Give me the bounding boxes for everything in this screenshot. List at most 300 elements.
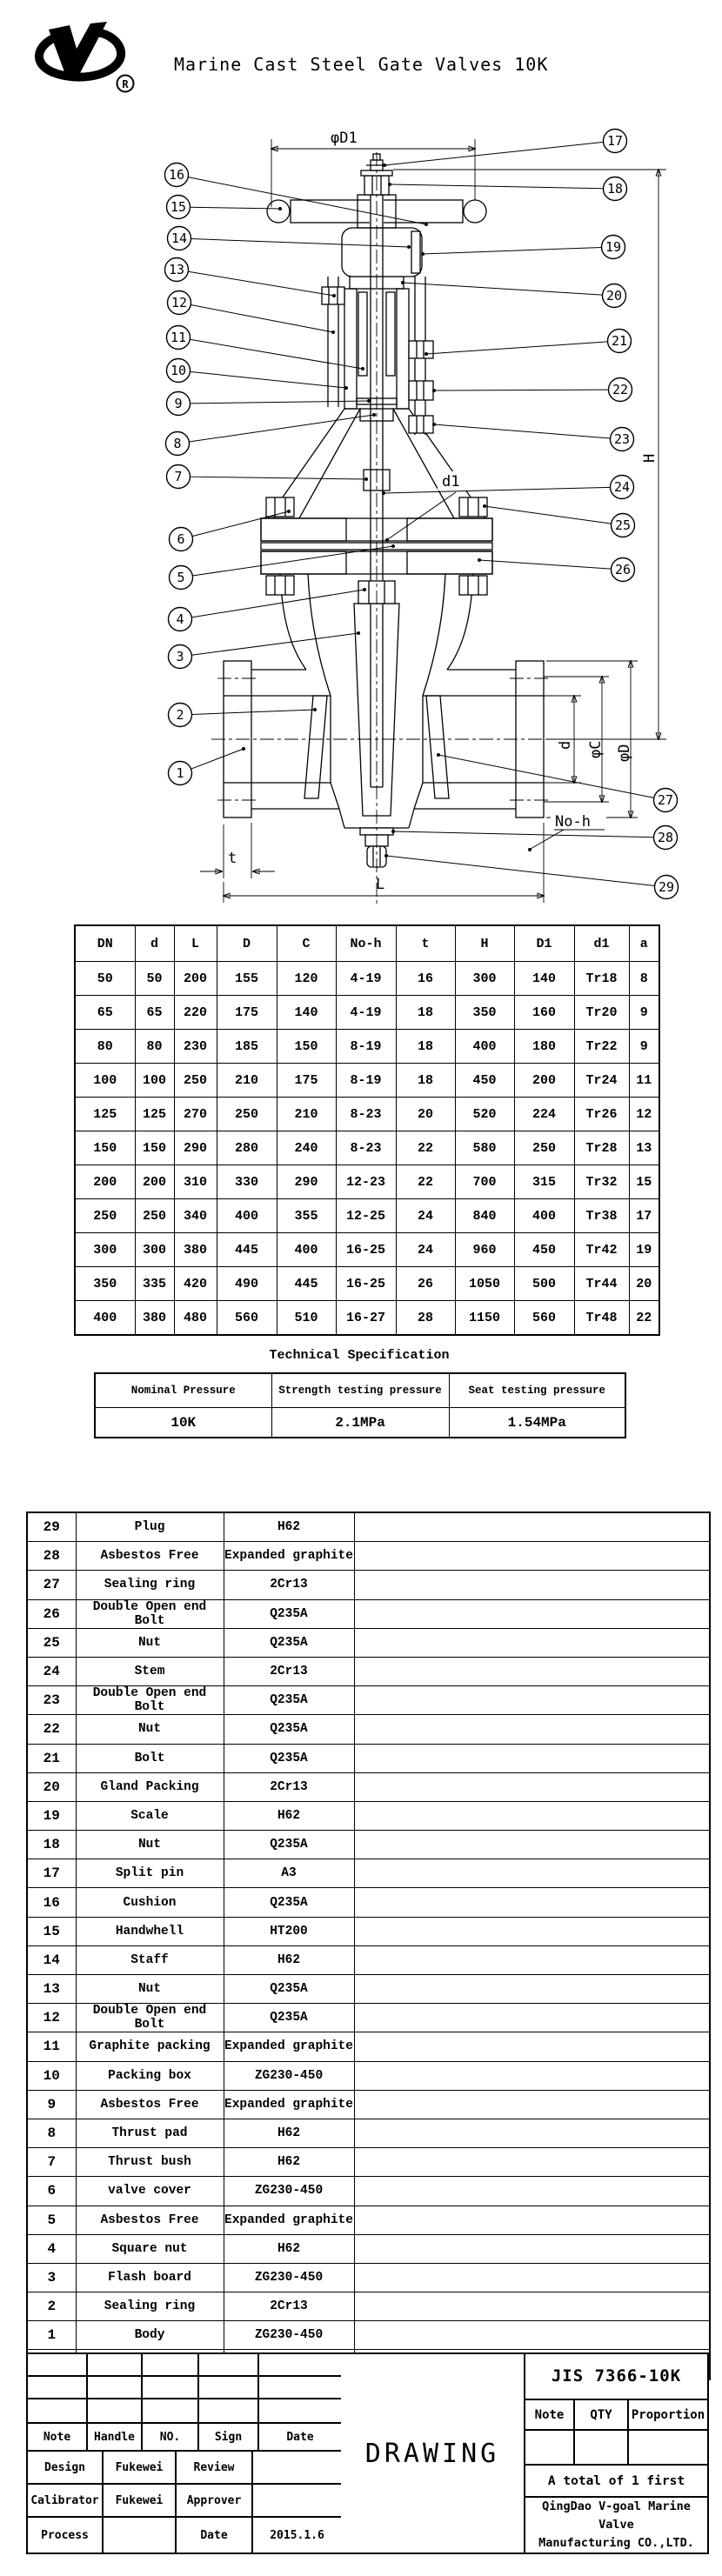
parts-list-row (27, 1801, 710, 1830)
parts-cell: HT200 (224, 1917, 354, 1945)
parts-cell (354, 1571, 710, 1599)
parts-cell (354, 2177, 710, 2206)
dim-cell: 200 (174, 962, 217, 996)
callout-leader (393, 831, 654, 838)
callout-leader (189, 415, 374, 442)
dim-cell: 16-25 (336, 1267, 396, 1301)
dim-cell: 100 (75, 1064, 135, 1098)
callout-leader (479, 560, 612, 569)
dim-cell: 12-23 (336, 1165, 396, 1199)
dim-cell: 4-19 (336, 962, 396, 996)
dim-cell: 400 (75, 1301, 135, 1336)
dim-col-header: t (396, 925, 455, 962)
dim-cell: 50 (75, 962, 135, 996)
dim-cell: 16-25 (336, 1233, 396, 1267)
parts-cell: 17 (27, 1859, 76, 1888)
parts-list-row (27, 2119, 710, 2147)
signature-empty-cell (199, 2377, 259, 2399)
signature-cell: Approver (177, 2485, 253, 2518)
dim-cell: 28 (396, 1301, 455, 1336)
signature-cell: Process (28, 2518, 104, 2553)
parts-cell: 26 (27, 1599, 76, 1628)
dim-cell: 350 (75, 1267, 135, 1301)
dim-cell: 8 (629, 962, 659, 996)
callout-endpoint-dot (407, 245, 411, 249)
parts-list-row (27, 1772, 710, 1801)
dim-cell: Tr18 (574, 962, 629, 996)
callout-endpoint-dot (421, 252, 425, 256)
parts-cell: H62 (224, 2119, 354, 2147)
callout-endpoint-dot (384, 854, 388, 858)
parts-cell: A3 (224, 1859, 354, 1888)
signature-cell (104, 2518, 177, 2553)
callout-leader (384, 487, 611, 493)
dim-cell: 420 (174, 1267, 217, 1301)
callout-number: 3 (176, 649, 184, 665)
signature-empty-cell (259, 2399, 341, 2424)
dim-cell: 65 (75, 996, 135, 1030)
dim-table-row (75, 1301, 659, 1336)
callout-leader (191, 305, 333, 332)
callout-endpoint-dot (313, 708, 317, 711)
callout-number: 15 (170, 199, 187, 216)
parts-cell: Expanded graphite (224, 2032, 354, 2061)
parts-cell: Staff (76, 1945, 224, 1974)
callout-leader (190, 339, 363, 369)
label-h: H (641, 453, 658, 463)
dim-cell: 220 (174, 996, 217, 1030)
dim-cell: 24 (396, 1199, 455, 1233)
signature-header-cell: Handle (88, 2424, 143, 2452)
parts-cell (354, 2263, 710, 2292)
parts-cell (354, 2119, 710, 2147)
parts-cell: Q235A (224, 1744, 354, 1772)
dim-cell: 120 (277, 962, 336, 996)
dim-cell: Tr32 (574, 1165, 629, 1199)
qty-empty-cell (629, 2431, 707, 2463)
parts-cell (354, 2234, 710, 2263)
parts-cell: valve cover (76, 2177, 224, 2206)
dim-table-row (75, 1064, 659, 1098)
dim-cell: 380 (135, 1301, 174, 1336)
callout-number: 27 (657, 792, 674, 809)
parts-cell: 27 (27, 1571, 76, 1599)
dim-cell: 840 (455, 1199, 514, 1233)
signature-cell: Date (177, 2518, 253, 2553)
parts-cell: Q235A (224, 1686, 354, 1715)
parts-list-row (27, 1888, 710, 1917)
parts-cell: Nut (76, 1628, 224, 1657)
callout-leader (403, 283, 603, 295)
dim-cell: 300 (455, 962, 514, 996)
tech-spec-header: Strength testing pressure (271, 1373, 449, 1408)
callout-endpoint-dot (331, 330, 335, 334)
parts-cell: Bolt (76, 1744, 224, 1772)
dim-cell: 175 (217, 996, 277, 1030)
parts-cell (354, 1542, 710, 1571)
signature-empty-cell (199, 2399, 259, 2424)
parts-list-row (27, 2177, 710, 2206)
label-d: d (557, 740, 574, 750)
signature-empty-cell (88, 2377, 143, 2399)
parts-cell: 2 (27, 2292, 76, 2321)
dim-cell: 9 (629, 996, 659, 1030)
callout-number: 2 (176, 707, 184, 724)
tech-spec-value-row (95, 1408, 625, 1438)
parts-cell: 4 (27, 2234, 76, 2263)
dim-table-row (75, 1165, 659, 1199)
dim-cell: 250 (514, 1131, 574, 1165)
parts-cell (354, 1945, 710, 1974)
callout-number: 18 (606, 181, 624, 197)
dim-cell: 210 (217, 1064, 277, 1098)
tech-spec-header-row (95, 1373, 625, 1408)
dim-cell: 50 (135, 962, 174, 996)
dim-cell: 1150 (455, 1301, 514, 1336)
registered-letter: R (122, 78, 129, 90)
parts-list-row (27, 1831, 710, 1859)
dim-cell: 20 (629, 1267, 659, 1301)
dim-cell: 140 (277, 996, 336, 1030)
parts-cell: Q235A (224, 1888, 354, 1917)
parts-list-row (27, 2206, 710, 2234)
parts-list-row (27, 2090, 710, 2119)
signature-cell: Fukewei (104, 2452, 177, 2485)
dim-cell: 200 (75, 1165, 135, 1199)
parts-cell: 2Cr13 (224, 1772, 354, 1801)
dim-col-header: C (277, 925, 336, 962)
dim-cell: 160 (514, 996, 574, 1030)
parts-cell: 15 (27, 1917, 76, 1945)
parts-list-row (27, 2263, 710, 2292)
parts-cell: ZG230-450 (224, 2263, 354, 2292)
tech-spec-header: Seat testing pressure (449, 1373, 625, 1408)
label-phi-d1: φD1 (331, 130, 358, 147)
parts-cell: 1 (27, 2321, 76, 2350)
parts-list-row (27, 1945, 710, 1974)
callout-leader (386, 856, 655, 886)
dim-col-header: d1 (574, 925, 629, 962)
label-phi-d: φD (616, 744, 633, 762)
parts-list-row (27, 1859, 710, 1888)
dim-table-row (75, 996, 659, 1030)
callout-leader (191, 749, 244, 769)
callout-number: 17 (606, 133, 624, 150)
parts-cell (354, 1831, 710, 1859)
parts-list-row (27, 1917, 710, 1945)
dim-cell: 15 (629, 1165, 659, 1199)
dim-cell: 125 (75, 1098, 135, 1131)
callout-number: 25 (614, 517, 632, 534)
signature-cell: Review (177, 2452, 253, 2485)
callout-leader (190, 371, 346, 388)
parts-cell (354, 2090, 710, 2119)
signature-empty-cell (143, 2377, 199, 2399)
parts-cell: 23 (27, 1686, 76, 1715)
callout-endpoint-dot (344, 386, 348, 390)
dim-cell: 12 (629, 1098, 659, 1131)
signature-cell: 2015.1.6 (270, 2528, 324, 2542)
callout-number: 4 (176, 611, 184, 628)
parts-cell (354, 1917, 710, 1945)
page-title: Marine Cast Steel Gate Valves 10K (174, 54, 549, 75)
dim-col-header: DN (75, 925, 135, 962)
dim-cell: 490 (217, 1267, 277, 1301)
parts-cell: Gland Packing (76, 1772, 224, 1801)
dim-cell: 560 (217, 1301, 277, 1336)
dim-cell: Tr38 (574, 1199, 629, 1233)
dim-cell: 290 (277, 1165, 336, 1199)
parts-cell: Packing box (76, 2061, 224, 2090)
dim-table-row (75, 1098, 659, 1131)
dim-table-row (75, 1233, 659, 1267)
callout-leader (384, 142, 604, 165)
signature-header-cell: NO. (143, 2424, 199, 2452)
dim-cell: 22 (396, 1165, 455, 1199)
dim-cell: 300 (135, 1233, 174, 1267)
dim-cell: 580 (455, 1131, 514, 1165)
parts-cell: Double Open end Bolt (76, 1599, 224, 1628)
dim-table-row (75, 1199, 659, 1233)
parts-cell: Sealing ring (76, 2292, 224, 2321)
parts-cell: Q235A (224, 1831, 354, 1859)
dim-cell: 13 (629, 1131, 659, 1165)
parts-cell: 16 (27, 1888, 76, 1917)
parts-cell (354, 1859, 710, 1888)
qty-header-row (525, 2400, 707, 2432)
parts-cell: Thrust bush (76, 2148, 224, 2177)
dim-cell: 200 (135, 1165, 174, 1199)
parts-cell: Q235A (224, 1628, 354, 1657)
callout-leader (426, 342, 608, 354)
parts-cell: Body (76, 2321, 224, 2350)
callout-endpoint-dot (425, 352, 428, 356)
callout-leader (191, 710, 315, 714)
packing-box-assembly (322, 277, 433, 491)
tech-spec-table (94, 1372, 626, 1438)
dim-cell: 150 (75, 1131, 135, 1165)
parts-cell (354, 1975, 710, 2004)
dim-cell: 270 (174, 1098, 217, 1131)
dim-col-header: H (455, 925, 514, 962)
callout-leader (191, 633, 358, 655)
callout-number: 23 (613, 431, 631, 448)
dim-cell: 155 (217, 962, 277, 996)
parts-cell (354, 1772, 710, 1801)
parts-cell: Q235A (224, 1975, 354, 2004)
callout-endpoint-dot (483, 504, 486, 508)
dim-cell: 445 (277, 1267, 336, 1301)
parts-list-row (27, 1975, 710, 2004)
parts-cell: Nut (76, 1715, 224, 1744)
signature-empty-cell (259, 2377, 341, 2399)
parts-cell: 25 (27, 1628, 76, 1657)
callout-number: 8 (173, 436, 182, 452)
dim-cell: 380 (174, 1233, 217, 1267)
signature-empty-cell (143, 2399, 199, 2424)
dim-cell: 22 (396, 1131, 455, 1165)
callout-endpoint-dot (383, 164, 386, 167)
parts-cell: Double Open end Bolt (76, 1686, 224, 1715)
dim-cell: 350 (455, 996, 514, 1030)
parts-cell: 22 (27, 1715, 76, 1744)
drawing-label: DRAWING (364, 2438, 500, 2469)
callout-endpoint-dot (364, 477, 368, 481)
callout-endpoint-dot (287, 510, 291, 513)
parts-cell: 14 (27, 1945, 76, 1974)
dim-col-header: D (217, 925, 277, 962)
parts-cell (354, 2321, 710, 2350)
callout-number: 26 (614, 562, 632, 578)
callout-endpoint-dot (391, 830, 395, 833)
label-t: t (228, 850, 237, 867)
dim-cell: 185 (217, 1030, 277, 1064)
dim-cell: 400 (217, 1199, 277, 1233)
dim-cell: 400 (277, 1233, 336, 1267)
callout-number: 5 (177, 570, 185, 586)
parts-cell: 2Cr13 (224, 1571, 354, 1599)
title-block-signatures (28, 2354, 341, 2553)
callout-endpoint-dot (437, 753, 440, 757)
parts-cell: Expanded graphite (224, 2090, 354, 2119)
dim-cell: 150 (277, 1030, 336, 1064)
dim-cell: 9 (629, 1030, 659, 1064)
dim-cell: 250 (174, 1064, 217, 1098)
dim-cell: 250 (217, 1098, 277, 1131)
parts-cell: 13 (27, 1975, 76, 2004)
dim-cell: 500 (514, 1267, 574, 1301)
qty-header-cell: Note (525, 2400, 575, 2430)
dim-cell: 150 (135, 1131, 174, 1165)
dim-cell: 180 (514, 1030, 574, 1064)
label-phi-c: φC (587, 740, 605, 758)
callout-leader (485, 506, 612, 524)
dim-cell: Tr26 (574, 1098, 629, 1131)
dim-cell: 8-19 (336, 1064, 396, 1098)
callout-number: 10 (170, 363, 187, 379)
signature-empty-cell (259, 2354, 341, 2377)
parts-cell (354, 1744, 710, 1772)
parts-cell (354, 1715, 710, 1744)
signature-cell (253, 2485, 341, 2518)
callout-number: 21 (611, 333, 628, 350)
parts-list-row (27, 2234, 710, 2263)
callout-leader (190, 207, 280, 209)
yoke-bracket (342, 228, 422, 277)
parts-cell: ZG230-450 (224, 2321, 354, 2350)
dim-cell: 26 (396, 1267, 455, 1301)
parts-list-row (27, 2032, 710, 2061)
parts-cell: 7 (27, 2148, 76, 2177)
parts-cell: 10 (27, 2061, 76, 2090)
callout-number: 6 (177, 531, 185, 548)
signature-empty-cell (88, 2354, 143, 2377)
dim-cell: 224 (514, 1098, 574, 1131)
dim-cell: Tr24 (574, 1064, 629, 1098)
callout-endpoint-dot (363, 588, 366, 591)
parts-cell: Double Open end Bolt (76, 2004, 224, 2032)
parts-cell: Thrust pad (76, 2119, 224, 2147)
parts-cell: Split pin (76, 1859, 224, 1888)
parts-cell: Sealing ring (76, 1571, 224, 1599)
dim-table-row (75, 1267, 659, 1301)
dim-cell: 140 (514, 962, 574, 996)
callout-endpoint-dot (367, 399, 371, 403)
dim-cell: Tr48 (574, 1301, 629, 1336)
dim-cell: 355 (277, 1199, 336, 1233)
parts-cell: 28 (27, 1542, 76, 1571)
dim-cell: 11 (629, 1064, 659, 1098)
signature-header-cell: Date (259, 2424, 341, 2452)
dim-cell: 330 (217, 1165, 277, 1199)
parts-cell: 5 (27, 2206, 76, 2234)
qty-header-cell: Proportion (631, 2407, 705, 2422)
label-stem-d1: d1 (442, 473, 460, 491)
signature-empty-cell (28, 2399, 88, 2424)
callout-number: 28 (657, 830, 674, 846)
signature-cell: Fukewei (104, 2485, 177, 2518)
dim-col-header: No-h (336, 925, 396, 962)
dim-cell: 240 (277, 1131, 336, 1165)
dim-col-header: L (174, 925, 217, 962)
parts-cell (354, 2032, 710, 2061)
dim-cell: 18 (396, 1030, 455, 1064)
parts-cell: Plug (76, 1512, 224, 1542)
parts-cell: H62 (224, 1801, 354, 1830)
dim-cell: 310 (174, 1165, 217, 1199)
parts-list-row (27, 1686, 710, 1715)
parts-cell (354, 1686, 710, 1715)
parts-cell: 3 (27, 2263, 76, 2292)
tech-spec-value: 2.1MPa (271, 1408, 449, 1438)
dim-cell: 8-23 (336, 1098, 396, 1131)
callout-leader (423, 247, 602, 254)
parts-cell: Cushion (76, 1888, 224, 1917)
callout-endpoint-dot (361, 367, 364, 370)
dim-cell: 65 (135, 996, 174, 1030)
dim-cell: 8-19 (336, 1030, 396, 1064)
dim-cell: 335 (135, 1267, 174, 1301)
dim-cell: 520 (455, 1098, 514, 1131)
title-block (26, 2352, 709, 2554)
dim-cell: Tr28 (574, 1131, 629, 1165)
callout-number: 16 (168, 167, 185, 184)
parts-list-row (27, 1571, 710, 1599)
dim-cell: 230 (174, 1030, 217, 1064)
callout-endpoint-dot (242, 747, 245, 751)
dim-cell: 340 (174, 1199, 217, 1233)
dim-table-row (75, 1131, 659, 1165)
parts-list-row (27, 1715, 710, 1744)
callout-endpoint-dot (432, 423, 436, 426)
qty-empty-cell (575, 2431, 629, 2463)
dim-cell: Tr42 (574, 1233, 629, 1267)
parts-cell (354, 2206, 710, 2234)
qty-empty-row (525, 2431, 707, 2465)
callout-leader (190, 401, 369, 404)
drawing-label-cell (341, 2354, 525, 2553)
dim-col-header: D1 (514, 925, 574, 962)
callout-number: 9 (174, 396, 183, 412)
parts-cell: H62 (224, 2148, 354, 2177)
dim-cell: 16 (396, 962, 455, 996)
label-l: L (376, 876, 385, 893)
dim-cell: 125 (135, 1098, 174, 1131)
callout-number: 13 (168, 262, 185, 278)
parts-cell: Flash board (76, 2263, 224, 2292)
dim-cell: 4-19 (336, 996, 396, 1030)
parts-cell: H62 (224, 2234, 354, 2263)
